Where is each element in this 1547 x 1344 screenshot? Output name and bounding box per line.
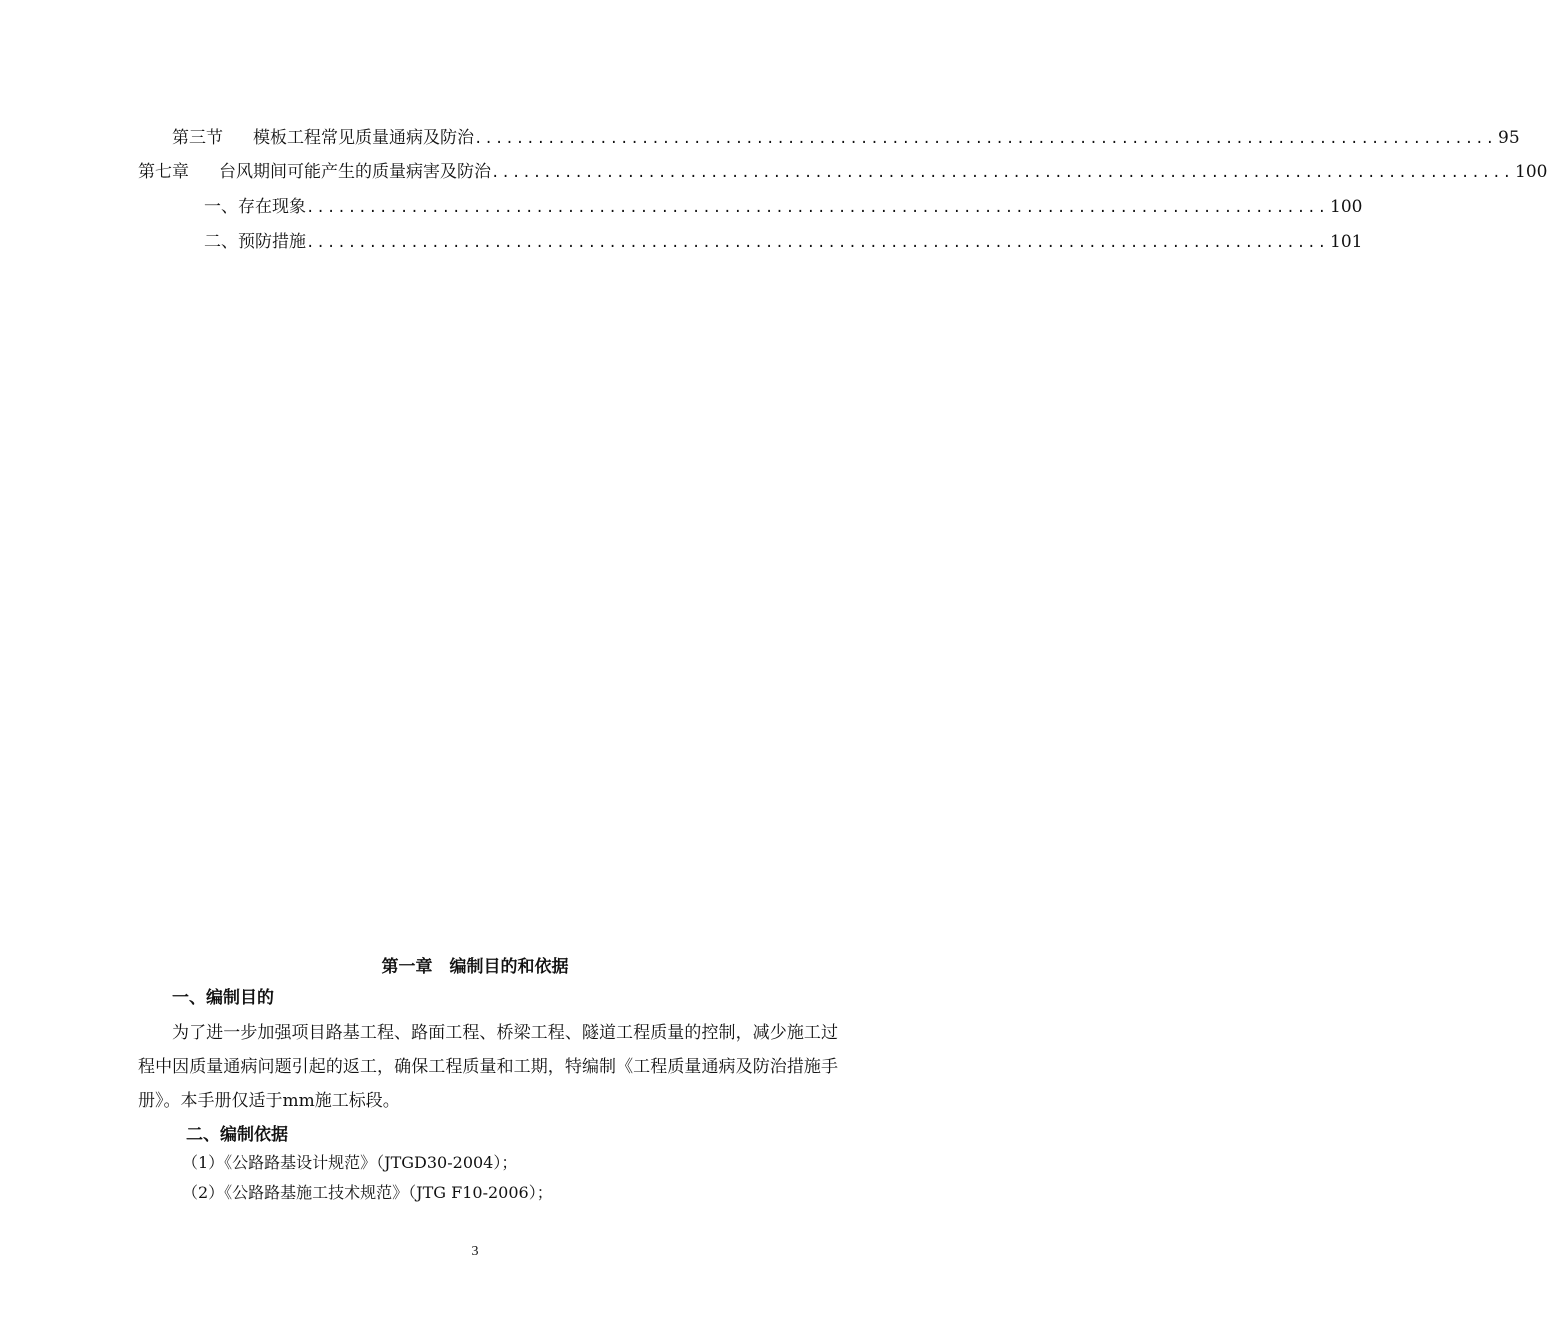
toc-dot-leader: .................................................................................................. bbox=[491, 165, 1514, 181]
chapter-title: 第一章 编制目的和依据 bbox=[381, 957, 569, 977]
purpose-paragraph: 为了进一步加强项目路基工程、路面工程、桥梁工程、隧道工程质量的控制，减少施工过程中因质量通病问题引起的返工，确保工程质量和工期，特编制《工程质量通病及防治措施手册》。本手册仅适于mm施工标段。 bbox=[138, 1023, 838, 1111]
section-heading-purpose: 一、编制目的 bbox=[172, 988, 274, 1008]
toc-entry-page: 100 bbox=[1330, 197, 1363, 217]
toc-entry-number: 第七章 bbox=[138, 162, 189, 182]
toc-entry-page: 101 bbox=[1330, 232, 1363, 252]
toc-entry-title: 模板工程常见质量通病及防治 bbox=[253, 128, 474, 148]
toc-entry[interactable] bbox=[204, 231, 1363, 254]
reference-item: （1）《公路路基设计规范》（JTGD30-2004）； bbox=[182, 1153, 518, 1172]
section-heading-basis: 二、编制依据 bbox=[186, 1125, 288, 1145]
toc-entry-title: 二、预防措施 bbox=[204, 232, 306, 252]
toc-entry-page: 95 bbox=[1498, 128, 1520, 148]
toc-entry-title: 一、存在现象 bbox=[204, 197, 306, 217]
reference-item: （2）《公路路基施工技术规范》（JTG F10-2006）； bbox=[182, 1183, 553, 1202]
toc-entry[interactable] bbox=[204, 196, 1363, 219]
toc-dot-leader: .................................................................................................. bbox=[306, 235, 1329, 251]
toc-entry-title: 台风期间可能产生的质量病害及防治 bbox=[219, 162, 491, 182]
toc-dot-leader: .................................................................................................. bbox=[474, 131, 1497, 147]
toc-entry[interactable] bbox=[138, 161, 1547, 184]
toc-entry-page: 100 bbox=[1515, 162, 1547, 182]
page-number: 3 bbox=[471, 1244, 479, 1259]
toc-entry-number: 第三节 bbox=[172, 128, 223, 148]
toc-entry[interactable] bbox=[172, 127, 1520, 150]
toc-dot-leader: .................................................................................................. bbox=[306, 200, 1329, 216]
